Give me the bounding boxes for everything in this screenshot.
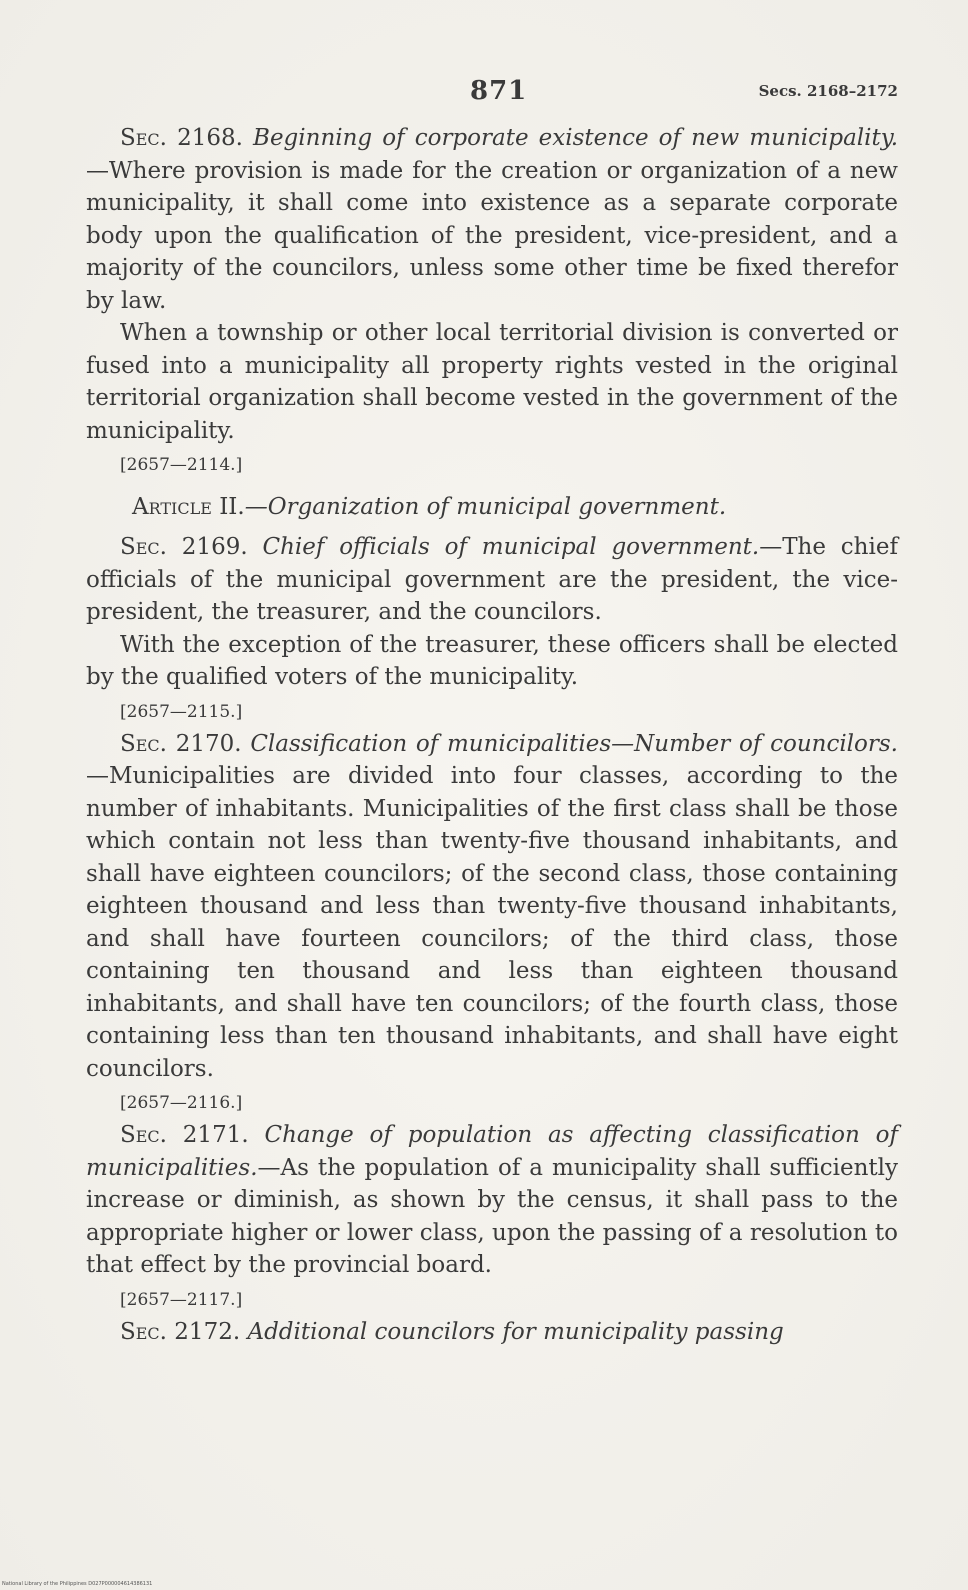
section-label: Sec. 2170. xyxy=(120,730,242,757)
section-body: —The chief officials of the municipal government are the president, the vice-president, the treasurer, and the councilors. xyxy=(86,534,898,625)
section-2171 xyxy=(86,1119,898,1282)
section-title: Change of population as affecting classification of municipalities. xyxy=(86,1122,899,1181)
section-title: Beginning of corporate existence of new municipality. xyxy=(253,125,899,151)
citation: [2657—2114.] xyxy=(120,455,243,475)
section-range: Secs. 2168–2172 xyxy=(758,82,898,100)
section-title: Chief officials of municipal government. xyxy=(262,534,760,560)
page-header xyxy=(86,76,898,122)
section-label: Sec. 2171. xyxy=(120,1122,249,1148)
page-number: 871 xyxy=(470,76,528,106)
section-2172 xyxy=(86,1316,898,1349)
section-label: Sec. 2169. xyxy=(120,534,248,560)
citation: [2657—2115.] xyxy=(120,701,243,722)
section-body: —Municipalities are divided into four classes, according to the number of inhabitants. Municipalities of the first class shall be those which contain not less than twenty-five thousand inhabitants, and shall have eighteen councilors; of the second class, those containing eighteen thousand and less than twenty-five thousand inhabitants, and shall have fourteen councilors; of the third class, those containing ten thousand and less than eighteen thousand inhabitants, and shall have ten councilors; of the fourth class, those containing less than ten thousand inhabitants, and shall have eight councilors. xyxy=(86,763,898,1082)
section-title: Classification of municipalities—Number of councilors. xyxy=(250,730,898,757)
section-title: Additional councilors for municipality passing xyxy=(247,1318,784,1345)
scan-footer-note: National Library of the Philippines D027P000004614386131 xyxy=(2,1581,153,1587)
section-label: Sec. 2172. xyxy=(120,1318,241,1345)
section-body: —Where provision is made for the creation or organization of a new municipality, it shall come into existence as a separate corporate body upon the qualification of the president, vice-president, and a majority of the councilors, unless some other time be fixed therefor by law. xyxy=(86,157,898,314)
section-2168 xyxy=(86,122,898,317)
section-body: —As the population of a municipality shall sufficiently increase or diminish, as shown by the census, it shall pass to the appropriate higher or lower class, upon the passing of a resolution to that effect by the provincial board. xyxy=(86,1154,898,1278)
article-title: —Organization of municipal government. xyxy=(244,494,727,520)
section-2170 xyxy=(86,728,898,1086)
article-heading xyxy=(132,491,898,523)
citation: [2657—2116.] xyxy=(120,1093,243,1113)
section-2168-paragraph-2: When a township or other local territorial division is converted or fused into a municipality all property rights vested in the original territorial organization shall become vested in the government of the municipality. xyxy=(86,320,898,444)
section-label: Sec. 2168. xyxy=(120,125,243,151)
section-2169-paragraph-2: With the exception of the treasurer, these officers shall be elected by the qualified voters of the municipality. xyxy=(86,631,898,690)
article-label: Article II. xyxy=(132,494,245,520)
citation: [2657—2117.] xyxy=(120,1289,243,1310)
section-2169 xyxy=(86,531,898,629)
